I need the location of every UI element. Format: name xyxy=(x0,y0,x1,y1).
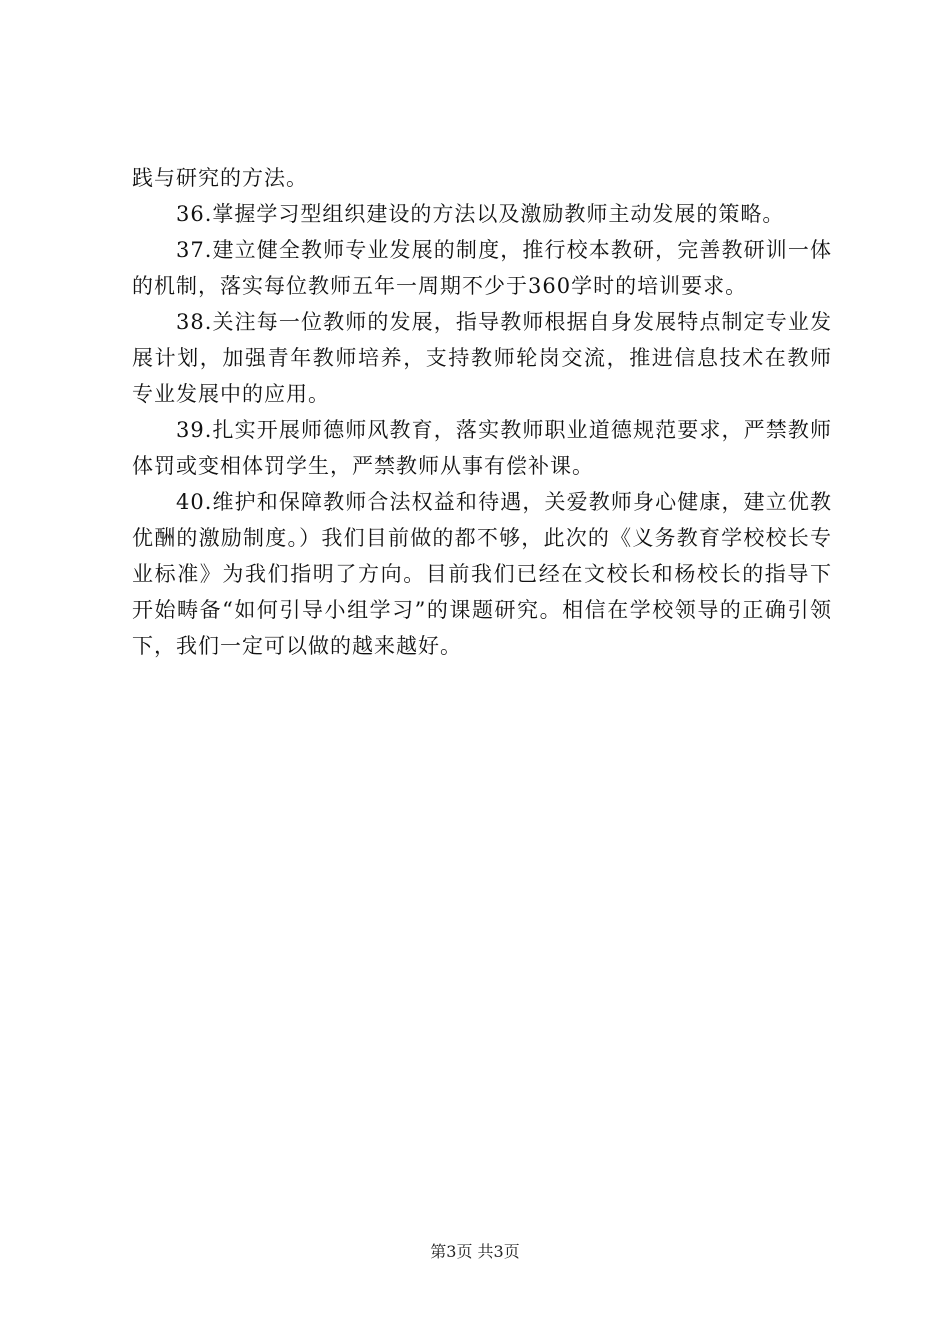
paragraph-item-36: 36.掌握学习型组织建设的方法以及激励教师主动发展的策略。 xyxy=(176,202,785,226)
paragraph-continuation: 践与研究的方法。 xyxy=(132,166,308,190)
paragraph-item-38: 38.关注每一位教师的发展，指导教师根据自身发展特点制定专业发展计划，加强青年教师培养，支持教师轮岗交流，推进信息技术在教师专业发展中的应用。 xyxy=(132,310,832,406)
paragraph-item-40: 40.维护和保障教师合法权益和待遇，关爱教师身心健康，建立优教优酬的激励制度。）我们目前做的都不够，此次的《义务教育学校校长专业标准》为我们指明了方向。目前我们已经在文校长和杨校长的指导下开始畴备“如何引导小组学习”的课题研究。相信在学校领导的正确引领下，我们一定可以做的越来越好。 xyxy=(132,490,832,658)
paragraph-item-39: 39.扎实开展师德师风教育，落实教师职业道德规范要求，严禁教师体罚或变相体罚学生，严禁教师从事有偿补课。 xyxy=(132,418,832,478)
document-body xyxy=(132,160,832,664)
paragraph-item-37: 37.建立健全教师专业发展的制度，推行校本教研，完善教研训一体的机制，落实每位教师五年一周期不少于360学时的培训要求。 xyxy=(132,238,832,298)
page-number-label: 第3页 共3页 xyxy=(430,1242,520,1261)
page-footer xyxy=(0,1241,950,1263)
